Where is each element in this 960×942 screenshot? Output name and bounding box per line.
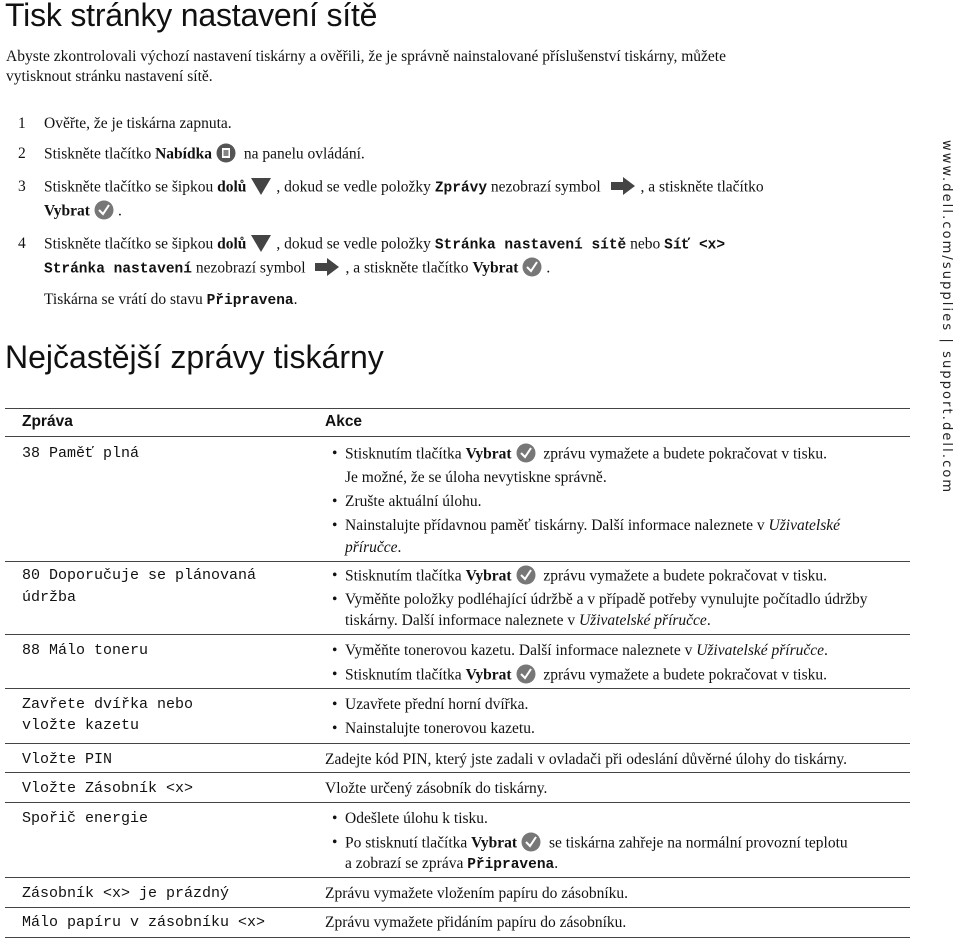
step-number: 1: [18, 115, 26, 132]
step-text-end: na panelu ovládání.: [239, 145, 365, 163]
action-text-end: zprávu vymažete a budete pokračovat v tisku.: [539, 445, 827, 463]
manual-reference: Uživatelské: [768, 517, 840, 534]
checkmark-select-icon: [516, 443, 536, 463]
table-top-rule: [5, 408, 910, 409]
action-text-cont: Je možné, že se úloha nevytiskne správně.: [345, 469, 607, 486]
table-header-rule: [5, 436, 910, 437]
row-divider: [5, 772, 910, 773]
message-code: 80 Doporučuje se plánovaná: [22, 567, 257, 584]
result-line: [44, 291, 297, 309]
checkmark-select-icon: [521, 832, 541, 852]
step-4-line-2: [44, 259, 550, 279]
menu-button-icon: [216, 143, 236, 163]
action-bullet: • Uzavřete přední horní dvířka.: [345, 696, 528, 714]
step-text-mid2: nebo: [626, 235, 665, 253]
action-text: a zobrazí se zpráva: [345, 855, 468, 872]
step-3-line-2: [44, 202, 122, 222]
action-text-end: zprávu vymažete a budete pokračovat v tisku.: [539, 666, 827, 684]
punct: .: [546, 259, 551, 277]
message-code-cont: vložte kazetu: [22, 717, 140, 734]
manual-reference-cont: příručce: [345, 539, 398, 556]
action-text: Zprávu vymažete přidáním papíru do zásobníku.: [325, 914, 627, 931]
action-text: Stisknutím tlačítka: [345, 445, 466, 463]
action-text-end: se tiskárna zahřeje na normální provozní teplotu: [545, 834, 848, 852]
step-text-mid3: nezobrazí symbol: [191, 259, 310, 277]
action-bullet: • Zrušte aktuální úlohu.: [345, 493, 481, 511]
punct: .: [706, 612, 711, 629]
action-bullet: [345, 517, 840, 535]
select-label: Vybrat: [465, 666, 512, 684]
action-text: Zadejte kód PIN, který jste zadali v ovladači při odeslání důvěrné úlohy do tiskárny.: [325, 751, 847, 768]
down-label: dolů: [217, 178, 247, 196]
action-text: Po stisknutí tlačítka: [345, 834, 472, 852]
select-label: Vybrat: [44, 202, 90, 220]
column-header-action: Akce: [325, 413, 363, 430]
step-text-end: , a stiskněte tlačítko: [345, 259, 473, 277]
step-text: Stiskněte tlačítko se šipkou: [44, 178, 218, 196]
step-text-mid: , dokud se vedle položky: [276, 235, 435, 253]
manual-reference: Uživatelské příručce: [696, 642, 825, 659]
message-code: Vložte PIN: [22, 751, 113, 768]
down-arrow-icon: [250, 176, 272, 196]
row-divider: [5, 907, 910, 908]
action-bullet: [345, 642, 828, 660]
row-divider: [5, 561, 910, 562]
down-label: dolů: [217, 235, 247, 253]
row-divider: [5, 802, 910, 803]
message-code: Zavřete dvířka nebo: [22, 696, 194, 713]
punct: .: [824, 642, 828, 659]
status-ready: Připravena: [206, 293, 294, 309]
action-bullet: • Nainstalujte tonerovou kazetu.: [345, 720, 535, 738]
select-label: Vybrat: [471, 834, 518, 852]
checkmark-select-icon: [94, 200, 114, 220]
pointer-arrow-icon: [609, 176, 637, 196]
sidebar-url-text: www.dell.com/supplies | support.dell.com: [939, 140, 954, 495]
table-bottom-rule: [5, 937, 910, 938]
row-divider: [5, 743, 910, 744]
section-title: Nejčastější zprávy tiskárny: [5, 339, 384, 375]
status-ready: Připravena: [467, 857, 555, 873]
punct: .: [293, 291, 298, 308]
step-text: Ověřte, že je tiskárna zapnuta.: [44, 115, 232, 132]
intro-line-1: Abyste zkontrolovali výchozí nastavení tiskárny a ověřili, že je správně nainstalované příslušenství tiskárny, můžete: [6, 48, 726, 65]
row-divider: [5, 877, 910, 878]
message-code: Spořič energie: [22, 810, 149, 827]
page-title: Tisk stránky nastavení sítě: [5, 0, 378, 33]
step-text-mid: , dokud se vedle položky: [276, 178, 435, 196]
checkmark-select-icon: [516, 565, 536, 585]
down-arrow-icon: [250, 233, 272, 253]
sidebar-url: [936, 140, 956, 540]
action-text-cont: [345, 855, 558, 873]
step-number: 3: [18, 178, 26, 195]
step-text-mid2: nezobrazí symbol: [487, 178, 605, 196]
action-text: Nainstalujte přídavnou paměť tiskárny. Další informace naleznete v: [345, 517, 769, 534]
punct: .: [397, 539, 402, 556]
step-1: [18, 115, 232, 133]
message-code-cont: údržba: [22, 589, 77, 606]
step-3: [18, 178, 764, 197]
column-header-message: Zpráva: [22, 413, 73, 430]
step-number: 4: [18, 235, 26, 252]
checkmark-select-icon: [522, 257, 542, 277]
select-label: Vybrat: [465, 567, 512, 585]
result-text: Tiskárna se vrátí do stavu: [44, 291, 207, 308]
menu-item-name: Stránka nastavení sítě: [434, 237, 627, 254]
action-text-cont: [345, 612, 711, 630]
action-text: Stisknutím tlačítka: [345, 567, 466, 585]
checkmark-select-icon: [516, 664, 536, 684]
step-text-end: , a stiskněte tlačítko: [640, 178, 764, 196]
action-bullet: [345, 834, 848, 854]
menu-item-name-cont: Stránka nastavení: [44, 261, 192, 278]
step-2: [18, 145, 365, 163]
message-code: Málo papíru v zásobníku <x>: [22, 914, 266, 931]
action-text: Vložte určený zásobník do tiskárny.: [325, 780, 548, 797]
action-text-end: zprávu vymažete a budete pokračovat v tisku.: [539, 567, 827, 585]
step-4: [18, 235, 726, 254]
action-text: Zprávu vymažete vložením papíru do zásobníku.: [325, 885, 629, 902]
punct: .: [554, 855, 559, 872]
message-code: Vložte Zásobník <x>: [22, 780, 194, 797]
action-bullet: [345, 445, 827, 465]
menu-item-name: Zprávy: [434, 180, 488, 197]
message-code: 38 Paměť plná: [22, 445, 140, 462]
row-divider: [5, 634, 910, 635]
manual-reference: Uživatelské příručce: [578, 612, 707, 629]
message-code: Zásobník <x> je prázdný: [22, 885, 230, 902]
action-bullet: • Odešlete úlohu k tisku.: [345, 810, 488, 828]
menu-label: Nabídka: [155, 145, 212, 163]
step-number: 2: [18, 145, 26, 162]
action-text: Vyměňte tonerovou kazetu. Další informace naleznete v: [345, 642, 697, 659]
menu-item-name-alt: Síť <x>: [664, 237, 726, 254]
action-bullet: • Vyměňte položky podléhající údržbě a v případě potřeby vynulujte počítadlo údržby: [345, 591, 868, 609]
row-divider: [5, 688, 910, 689]
message-code: 88 Málo toneru: [22, 642, 149, 659]
pointer-arrow-icon: [313, 257, 341, 277]
punct: .: [117, 202, 122, 220]
action-text: Stisknutím tlačítka: [345, 666, 466, 684]
action-bullet: [345, 666, 827, 686]
action-text-cont: [345, 539, 401, 557]
intro-line-2: vytisknout stránku nastavení sítě.: [6, 68, 213, 85]
select-label: Vybrat: [472, 259, 519, 277]
action-bullet: [345, 567, 827, 587]
step-text: Stiskněte tlačítko: [44, 145, 156, 163]
step-text: Stiskněte tlačítko se šipkou: [44, 235, 218, 253]
select-label: Vybrat: [465, 445, 512, 463]
action-text: tiskárny. Další informace naleznete v: [345, 612, 579, 629]
